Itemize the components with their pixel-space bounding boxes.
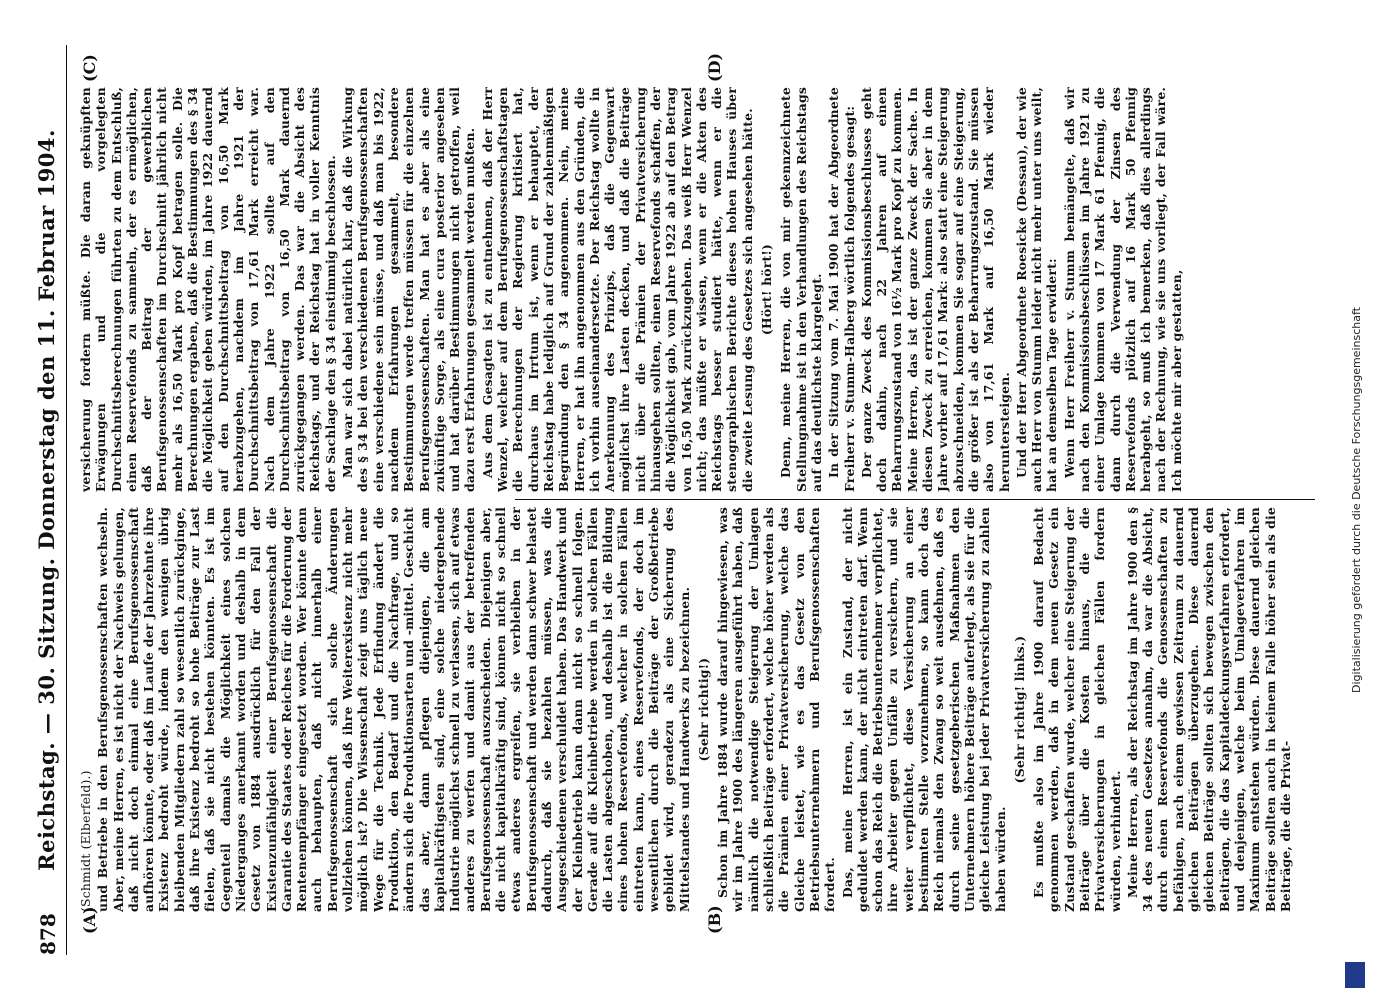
page-title: Reichstag. — 30. Sitzung. Donnerstag den 11. Februar 1904. [34,129,59,871]
paragraph: versicherung fordern müßte. Die daran geknüpften Erwägungen und die vorgelegten Durchschnittsberechnungen führten zu dem Entschluß, einen Reservefonds zu sammeln, der es ermöglichen, daß der Beitrag der gewerblichen Berufsgenossenschaften im Durchschnitt jährlich nicht mehr als 16,50 Mark pro Kopf betragen solle. Die Berechnungen ergaben, daß die Bestimmungen des § 34 die Möglichkeit geben würden, im Jahre 1922 dauernd auf den Durchschnittsbeitrag von 16,50 Mark herabzugehen, nachdem im Jahre 1921 der Durchschnittsbeitrag von 17,61 Mark erreicht war. Nach dem Jahre 1922 sollte auf den Durchschnittsbeitrag von 16,50 Mark dauernd zurückgegangen werden. Das war die Absicht des Reichstags, und der Reichstag hat in voller Kenntnis der Sachlage den § 34 einstimmig beschlossen. [78,87,338,492]
margin-marker-b: (B) [705,905,724,934]
quote-paragraph: Der ganze Zweck des Kommissionsbeschlusses geht doch dahin, nach 22 Jahren auf einen Beharrungszustand von 16½ Mark pro Kopf zu kommen. Meine Herren, das ist der ganze Zweck der Sache. In diesen Zweck zu erreichen, kommen Sie aber in dem Jahre vorher auf 17,61 Mark: also statt eine Steigerung abzuschneiden, kommen Sie sogar auf eine Steigerung, die größer ist als der Beharrungszustand. Sie müssen also von 17,61 Mark auf 16,50 Mark wieder heruntersteigen. [858,87,1012,492]
paragraph: Schon im Jahre 1884 wurde darauf hingewiesen, was wir im Jahre 1900 des längeren ausgeführt haben, daß nämlich die notwendige Steigerung der Umlagen schließlich Beiträge erfordert, welche höher werden als die Prämien einer Privatversicherung, welche das Gleiche leistet, wie es das Gesetz von den Betriebsunternehmern und Berufsgenossenschaften fordert. [715,507,838,912]
paragraph: In der Sitzung vom 7. Mai 1900 hat der Abgeordnete Freiherr v. Stumm-Halberg wörtlich folgendes gesagt: [826,87,857,492]
paragraph: Das, meine Herren, ist ein Zustand, der nicht geduldet werden kann, der nicht eintreten darf. Wenn schon das Reich die Betriebsunternehmer verpflichtet, ihre Arbeiter gegen Unfälle zu versichern, und sie weiter verpflichtet, diese Versicherung an einer bestimmten Stelle vorzunehmen, so kann doch das Reich niemals den Zwang so weit ausdehnen, daß es durch seine gesetzgeberischen Maßnahmen den Unternehmern höhere Beiträge auferlegt, als sie für die gleiche Leistung bei jeder Privatversicherung zu zahlen haben würden. [839,507,1008,912]
paragraph: Es mußte also im Jahre 1900 darauf Bedacht genommen werden, daß in dem neuen Gesetz ein Zustand geschaffen wurde, welcher eine Steigerung der Beiträge über die Kosten hinaus, die die Privatversicherungen in gleichen Fällen fordern würden, verhindert. [1031,507,1123,912]
page-number: 878 [36,913,60,955]
paragraph: Meine Herren, als der Reichstag im Jahre 1900 den § 34 des neuen Gesetzes annahm, da war die Absicht, durch einen Reservefonds die Genossenschaften zu befähigen, nach einem gewissen Zeitraum zu dauernd gleichen Beiträgen überzugehen. Diese dauernd gleichen Beiträge sollten sich bewegen zwischen den Beiträgen, die das Kapitaldeckungsverfahren erfordert, und denjenigen, welche beim Umlageverfahren im Maximum entstehen würden. Diese dauernd gleichen Beiträge sollten auch in keinem Falle höher sein als die Beiträge, die die Privat- [1124,507,1293,912]
paragraph: und Betriebe in den Berufsgenossenschaften wechseln. Aber, meine Herren, es ist nicht der Nachweis gelungen, daß nicht doch einmal eine Berufsgenossenschaft aufhören könnte, oder daß im Laufe der Jahrzehnte ihre Existenz bedroht würde, indem den wenigen übrig bleibenden Mitgliedern zahl so wesentlich zurückginge, daß ihre Existenz bedroht so hohe Beiträge zur Last fielen, daß sie nicht bestehen könnten. Es ist im Gegenteil damals die Möglichkeit eines solchen Niederganges anerkannt worden und deshalb in dem Gesetz von 1884 ausdrücklich für den Fall der Existenzunfähigkeit einer Berufsgenossenschaft die Garantie des Staates oder Reiches für die Forderung der Rentenempfänger eingesetzt worden. Wer könnte denn auch behaupten, daß nicht innerhalb einer Berufsgenossenschaft sich solche Änderungen vollziehen können, daß ihre Weiterexistenz nicht mehr möglich ist? Die Wissenschaft zeigt uns täglich neue Wege für die Technik. Jede Erfindung ändert die Produktion, den Bedarf und die Nachfrage, und so ändern sich die Produktionsarten und -mittel. Geschicht das aber, dann pflegen diejenigen, die am kapitalkräftigsten sind, eine solche niedergehende Industrie möglichst schnell zu verlassen, sich auf etwas anderes zu werfen und damit aus der betreffenden Berufsgenossenschaft auszuscheiden. Diejenigen aber, die nicht kapitalkräftig sind, können nicht so schnell etwas anderes ergreifen, sie verbleiben in der Berufsgenossenschaft und werden dann schwer belastet dadurch, daß sie bezahlen müssen, was die Ausgeschiedenen verschuldet haben. Das Handwerk und der Kleinbetrieb kann dann nicht so schnell folgen. Gerade auf die Kleinbetriebe werden in solchen Fällen die Lasten abgeschoben, und deshalb ist die Bildung eines hohen Reservefonds, welcher in solchen Fällen eintreten kann, eines Reservefonds, der doch im wesentlichen durch die Beiträge der Großbetriebe gebildet wird, geradezu als eine Sicherung des Mittelstandes und Handwerks zu bezeichnen. [95,507,692,912]
paragraph: Denn, meine Herren, die von mir gekennzeichnete Stellungnahme ist in den Verhandlungen des Reichstags auf das deutlichste klargelegt. [778,87,824,492]
margin-marker-d: (D) [705,52,724,82]
interjection: (Sehr richtig!) [695,657,711,762]
paragraph: Aus dem Gesagten ist zu entnehmen, daß der Herr Wenzel, welcher auf dem Berufsgenossenschaftstagen die Berechnungen der Regierung kritisiert hat, durchaus im Irrtum ist, wenn er behauptet, der Reichstag habe lediglich auf Grund der zahlenmäßigen Begründung den § 34 angenommen. Nein, meine Herren, er hat ihn angenommen aus den Gründen, die ich vorhin auseinandersetzte. Der Reichstag wollte in Anerkennung des Prinzips, daß die Gegenwart möglichst ihre Lasten decken, und daß die Beiträge nicht über die Prämien der Privatversicherung hinausgehen sollten, einen Reservefonds schaffen, der die Möglichkeit gab, vom Jahre 1922 ab auf den Betrag von 16,50 Mark zurückzugehen. Das weiß Herr Wenzel nicht; das müßte er wissen, wenn er die Akten des Reichstags besser studiert hätte, wenn er die stenographischen Berichte dieses hohen Hauses über die zweite Lesung des Gesetzes sich angesehen hätte. [479,87,755,492]
digitization-credit: Digitalisierung gefördert durch die Deutsche Forschungsgemeinschaft [1350,307,1363,693]
interjection: (Hört! hört!) [759,243,775,336]
margin-marker-c: (C) [80,54,99,82]
quote-paragraph: Wenn Herr Freiherr v. Stumm bemängelte, daß wir nach den Kommissionsbeschlüssen im Jahre 1921 zu einer Umlage kommen von 17 Mark 61 Pfennig, die dann durch die Verwendung der Zinsen des Reservefonds plötzlich auf 16 Mark 50 Pfennig herabgeht, so muß ich bemerken, daß dies allerdings nach der Rechnung, wie sie uns vorliegt, der Fall wäre. Ich möchte mir aber gestatten, [1061,87,1184,492]
page-header [32,45,67,955]
margin-marker-a: (A) [80,906,99,934]
paragraph: Und der Herr Abgeordnete Roesicke (Dessau), der wie auch Herr von Stumm leider nicht mehr unter uns weilt, hat an demselben Tage erwidert: [1013,87,1060,492]
column-divider [515,499,1315,500]
speaker-label: (Schmidt (Elberfeld).) [78,770,93,912]
interjection: (Sehr richtig! links.) [1011,635,1027,784]
left-column [78,507,1313,912]
right-column [78,87,1313,492]
paragraph: Man war sich dabei natürlich klar, daß die Wirkung des § 34 bei den verschiedenen Berufsgenossenschaften eine verschiedene sein müsse, und daß man bis 1922, nachdem Erfahrungen gesammelt, besondere Bestimmungen werde treffen müssen für die einzelnen Berufsgenossenschaften. Man hat es aber als eine zukünftige Sorge, als eine cura posterior angesehen und hat darüber Bestimmungen nicht getroffen, weil dazu erst Erfahrungen gesammelt werden mußten. [340,87,478,492]
